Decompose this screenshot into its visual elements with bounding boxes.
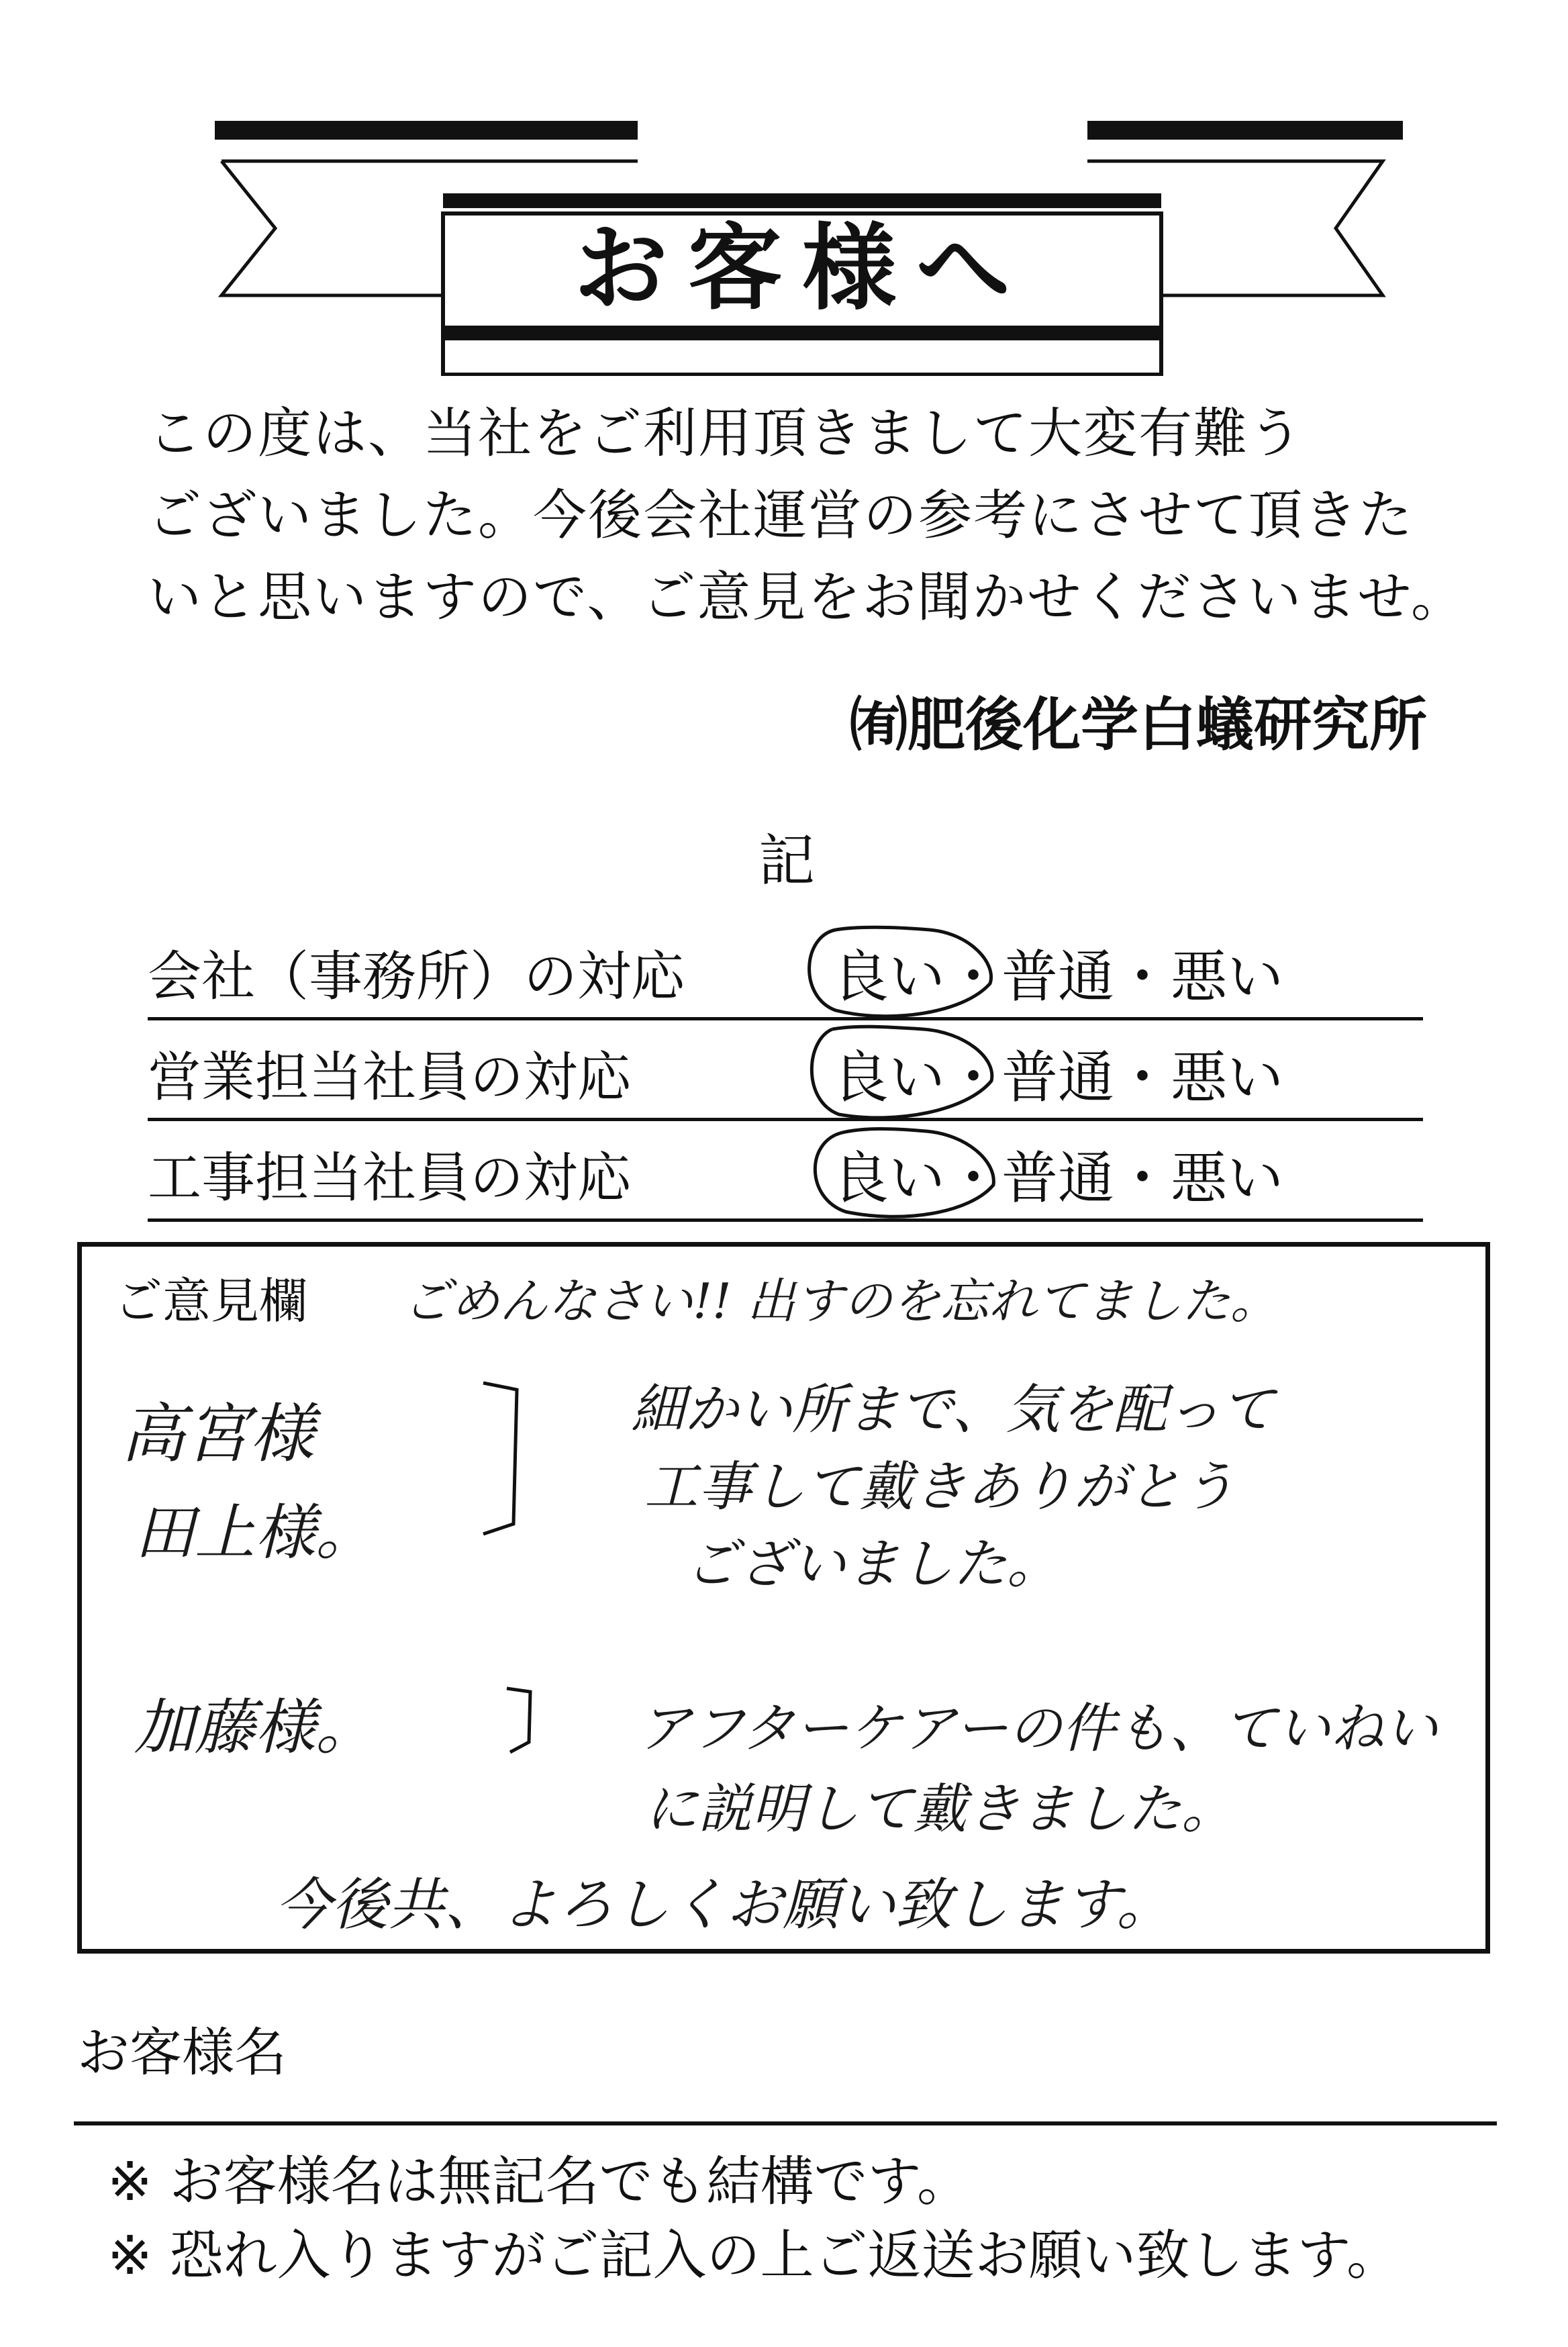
handwritten-comment: 工事して戴きありがとう [644, 1455, 1235, 1518]
evaluation-label: 会社（事務所）の対応 [148, 945, 685, 1008]
evaluation-label: 工事担当社員の対応 [148, 1147, 631, 1209]
handwritten-bracket [497, 1678, 544, 1766]
handwritten-comment: 田上様。 [134, 1498, 376, 1568]
intro-line: ございました。今後会社運営の参考にさせて頂きた [148, 484, 1414, 546]
handwritten-bracket [470, 1370, 530, 1544]
handwritten-comment: ごめんなさい!! 出すのを忘れてました。 [403, 1273, 1279, 1329]
selection-circle [795, 916, 1010, 1024]
intro-line: いと思いますので、ご意見をお聞かせくださいませ。 [148, 566, 1466, 628]
option-separator: ・ [945, 1145, 1002, 1211]
option-normal[interactable]: 普通 [1001, 1145, 1115, 1211]
evaluation-row [148, 920, 1423, 1020]
option-normal[interactable]: 普通 [1001, 1045, 1115, 1110]
intro-text [148, 393, 1466, 638]
option-bad[interactable]: 悪い [1171, 1145, 1284, 1211]
handwritten-comment: ございました。 [685, 1533, 1061, 1595]
handwritten-comment: 高宮様 [121, 1396, 314, 1472]
evaluation-row [148, 1020, 1423, 1121]
selection-circle [795, 1118, 1010, 1225]
row-divider [148, 1218, 1423, 1222]
intro-line: この度は、当社をご利用頂きまして大変有難う [148, 402, 1304, 465]
evaluation-row [148, 1121, 1423, 1222]
option-good[interactable]: 良い [832, 1145, 946, 1211]
option-separator: ・ [1114, 944, 1171, 1010]
handwritten-comment: アフターケアーの件も、ていねい [638, 1697, 1438, 1760]
page-title: お客様へ [573, 213, 1030, 324]
option-separator: ・ [1114, 1045, 1171, 1110]
note-line: ※ お客様名は無記名でも結構です。 [107, 2150, 971, 2213]
option-separator: ・ [945, 944, 1002, 1010]
customer-name-label: お客様名 [77, 2023, 287, 2083]
evaluation-label: 営業担当社員の対応 [148, 1046, 631, 1108]
option-separator: ・ [945, 1045, 1002, 1110]
handwritten-comment: 加藤様。 [134, 1692, 376, 1763]
handwritten-comment: に説明して戴きました。 [644, 1778, 1235, 1840]
option-bad[interactable]: 悪い [1171, 944, 1284, 1010]
option-good[interactable]: 良い [832, 1045, 946, 1110]
company-name: ㈲肥後化学白蟻研究所 [850, 691, 1427, 759]
note-line: ※ 恐れ入りますがご記入の上ご返送お願い致します。 [107, 2224, 1401, 2287]
ki-heading: 記 [758, 828, 816, 894]
option-good[interactable]: 良い [832, 944, 946, 1010]
option-bad[interactable]: 悪い [1171, 1045, 1284, 1110]
comment-label: ご意見欄 [114, 1273, 308, 1329]
handwritten-comment: 細かい所まで、気を配って [631, 1378, 1275, 1441]
customer-name-field[interactable] [74, 2121, 1497, 2125]
comment-box[interactable] [77, 1242, 1490, 1954]
banner-bottom-bar [443, 326, 1161, 340]
handwritten-comment: 今後共、よろしくお願い致します。 [275, 1872, 1173, 1937]
selection-circle [795, 1017, 1010, 1124]
option-separator: ・ [1114, 1145, 1171, 1211]
option-normal[interactable]: 普通 [1001, 944, 1115, 1010]
